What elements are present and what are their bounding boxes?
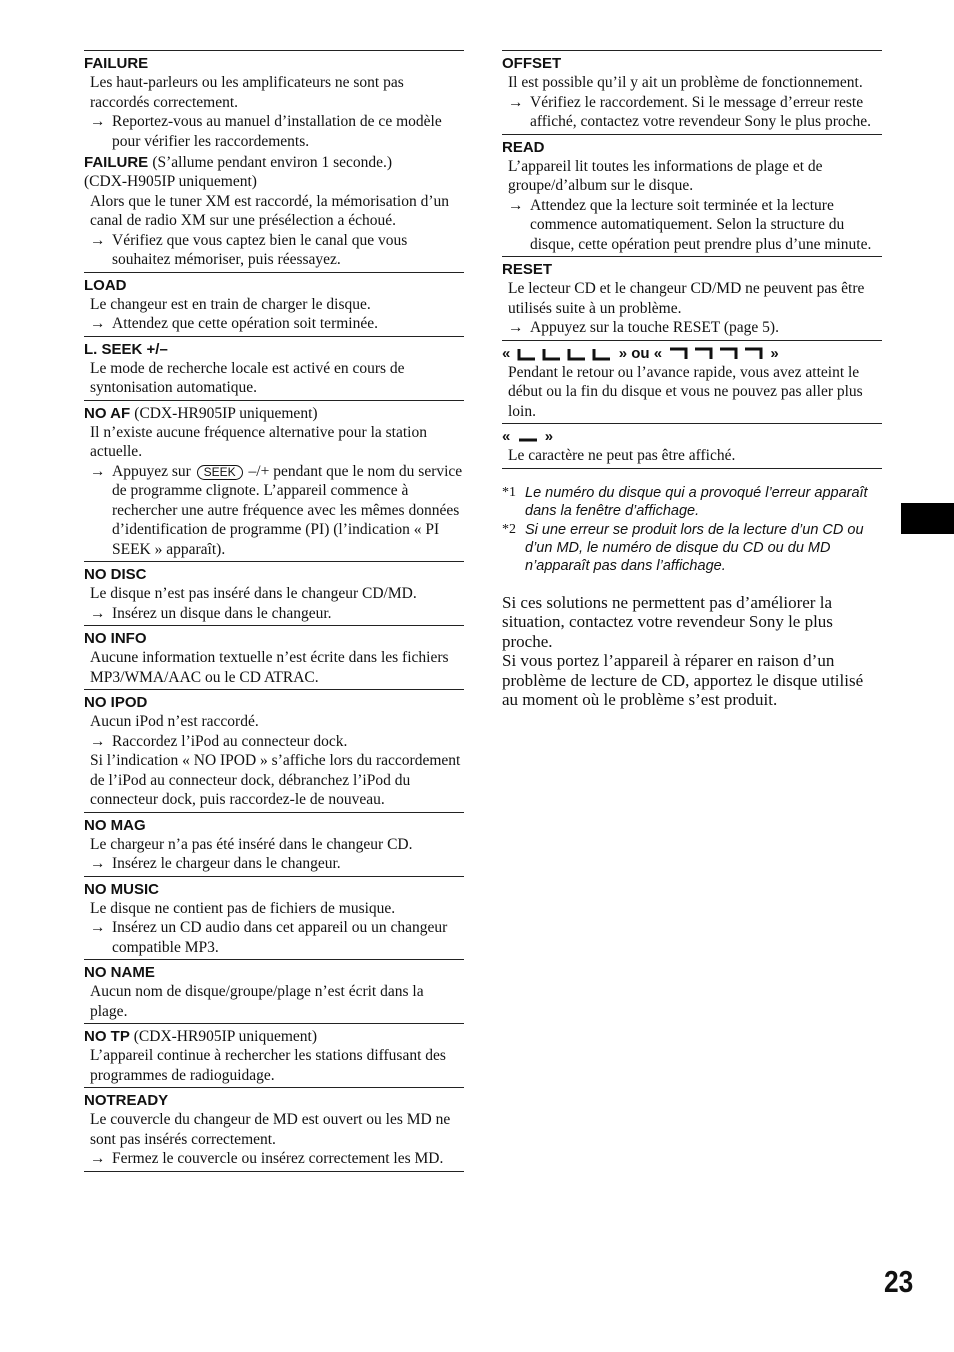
message-entry xyxy=(84,625,464,689)
message-cause: Les haut-parleurs ou les amplificateurs ne sont pas raccordés correctement. xyxy=(90,74,404,111)
message-remedy xyxy=(502,196,882,255)
message-cause: Pendant le retour ou l’avance rapide, vous avez atteint le début ou la fin du disque et vous ne pouvez pas aller plus loin. xyxy=(508,363,863,420)
message-remedy xyxy=(84,854,464,874)
separator-text: » ou « xyxy=(618,344,663,362)
message-heading xyxy=(84,880,464,899)
quote-open: « xyxy=(502,428,511,445)
message-cause: Aucun iPod n’est raccordé. xyxy=(90,713,259,730)
quote-close: » xyxy=(770,344,779,362)
message-note: (S’allume pendant environ 1 seconde.) xyxy=(152,154,393,171)
message-remedy xyxy=(84,604,464,624)
message-note: (CDX-HR905IP uniquement) xyxy=(134,404,318,422)
message-cause: L’appareil lit toutes les informations de plage et de groupe/d’album sur le disque. xyxy=(508,157,823,194)
right-column xyxy=(502,50,882,710)
message-cause: Le couvercle du changeur de MD est ouvert ou les MD ne sont pas insérés correctement. xyxy=(90,1111,451,1148)
message-entry xyxy=(84,689,464,812)
message-remedy xyxy=(84,231,464,270)
message-entry xyxy=(84,400,464,562)
message-code: RESET xyxy=(502,261,553,278)
arrow-icon: → xyxy=(90,1150,106,1167)
right-entries xyxy=(502,50,882,469)
message-cause: L’appareil continue à rechercher les stations diffusant des programmes de radioguidage. xyxy=(90,1047,446,1084)
message-code: LOAD xyxy=(84,276,127,294)
remedy-text: Attendez que la lecture soit terminée et la lecture commence automatiquement. Selon la structure du disque, cette opération peut prendre plus d’une minute. xyxy=(530,196,872,253)
message-code: NO MAG xyxy=(84,816,146,834)
message-code: FAILURE xyxy=(84,55,149,72)
message-heading xyxy=(84,276,464,295)
message-heading xyxy=(84,693,464,712)
message-remedy xyxy=(84,1149,464,1169)
arrow-icon: → xyxy=(508,196,524,214)
message-entry xyxy=(502,256,882,340)
message-heading xyxy=(502,427,882,446)
message-entry xyxy=(84,959,464,1023)
message-cause: Il est possible qu’il y ait un problème de fonctionnement. xyxy=(508,74,863,91)
left-column xyxy=(84,50,464,1172)
footnote-text: Si une erreur se produit lors de la lecture d’un CD ou d’un MD, le numéro de disque du CD ou du MD n’apparaît pas dans l’affichage. xyxy=(525,521,864,574)
quote-open: « xyxy=(502,344,511,362)
page-number: 23 xyxy=(884,1264,914,1299)
closing-paragraph: Si ces solutions ne permettent pas d’améliorer la situation, contactez votre revendeur Sony le plus proche. xyxy=(502,592,833,651)
remedy-text: Reportez-vous au manuel d’installation de ce modèle pour vérifier les raccordements. xyxy=(112,113,442,150)
message-heading xyxy=(84,816,464,835)
message-heading xyxy=(502,138,882,157)
message-entry xyxy=(502,340,882,424)
message-note: (CDX-H905IP uniquement) xyxy=(84,173,257,190)
footnote-mark: *2 xyxy=(502,521,516,537)
message-cause: Le disque ne contient pas de fichiers de musique. xyxy=(90,899,396,917)
message-entry xyxy=(502,423,882,469)
message-entry xyxy=(84,812,464,876)
footnote xyxy=(502,484,882,520)
message-heading xyxy=(502,344,882,363)
message-entry xyxy=(502,134,882,257)
remedy-text: Attendez que cette opération soit terminée. xyxy=(112,315,378,332)
message-remedy xyxy=(84,314,464,334)
message-code: NO IPOD xyxy=(84,694,148,711)
footnote xyxy=(502,521,882,575)
message-cause: Alors que le tuner XM est raccordé, la mémorisation d’un canal de radio XM sur une présélection a échoué. xyxy=(90,192,449,229)
arrow-icon: → xyxy=(90,604,106,622)
message-heading xyxy=(84,565,464,584)
quote-close: » xyxy=(544,428,554,445)
segment-dash-icon xyxy=(515,430,541,444)
message-entry xyxy=(84,153,464,272)
remedy-text: Fermez le couvercle ou insérez correctement les MD. xyxy=(112,1150,444,1167)
message-remedy xyxy=(84,732,464,752)
message-entry xyxy=(84,272,464,336)
message-entry xyxy=(84,50,464,153)
message-entry xyxy=(84,1023,464,1087)
message-cause: Aucun nom de disque/groupe/plage n’est écrit dans la plage. xyxy=(90,983,424,1020)
message-remedy xyxy=(502,318,882,338)
message-remedy xyxy=(84,462,464,560)
remedy-text: Appuyez sur xyxy=(112,462,191,480)
message-remedy xyxy=(84,112,464,151)
message-heading xyxy=(84,1091,464,1110)
message-cause: Le disque n’est pas inséré dans le changeur CD/MD. xyxy=(90,585,417,602)
message-cause: Il n’existe aucune fréquence alternative pour la station actuelle. xyxy=(90,423,427,460)
footnote-mark: *1 xyxy=(502,484,516,500)
message-entry xyxy=(84,561,464,625)
arrow-icon: → xyxy=(90,113,106,130)
message-code: NO AF xyxy=(84,404,131,422)
arrow-icon: → xyxy=(508,319,524,336)
remedy-text: Insérez un disque dans le changeur. xyxy=(112,604,332,622)
footnote-text: Le numéro du disque qui a provoqué l’erreur apparaît dans la fenêtre d’affichage. xyxy=(525,484,868,519)
message-entry xyxy=(84,336,464,400)
message-entry xyxy=(84,876,464,960)
message-code: READ xyxy=(502,138,545,156)
message-heading xyxy=(84,340,464,359)
segment-bottom-corners-icon xyxy=(515,347,615,361)
closing-text xyxy=(502,593,882,710)
message-code: FAILURE xyxy=(84,154,149,171)
message-remedy xyxy=(84,918,464,957)
message-code: NO INFO xyxy=(84,630,147,647)
message-heading xyxy=(84,629,464,648)
message-heading xyxy=(502,54,882,73)
remedy-text: Vérifiez que vous captez bien le canal que vous souhaitez mémoriser, puis réessayez. xyxy=(112,231,408,268)
message-code: OFFSET xyxy=(502,55,562,72)
remedy-text: Insérez un CD audio dans cet appareil ou un changeur compatible MP3. xyxy=(112,919,448,956)
remedy-text: Insérez le chargeur dans le changeur. xyxy=(112,855,341,872)
message-heading xyxy=(84,963,464,982)
message-cause: Le caractère ne peut pas être affiché. xyxy=(508,447,736,464)
arrow-icon: → xyxy=(508,93,524,111)
message-code: NO DISC xyxy=(84,566,147,583)
message-code: NO MUSIC xyxy=(84,880,159,898)
arrow-icon: → xyxy=(90,315,106,332)
seek-button-label: SEEK xyxy=(197,465,243,480)
message-remedy xyxy=(502,93,882,132)
section-tab-marker xyxy=(901,503,954,534)
message-entry xyxy=(84,1087,464,1172)
message-heading xyxy=(84,1027,464,1046)
arrow-icon: → xyxy=(90,855,106,872)
footnotes xyxy=(502,484,882,575)
arrow-icon: → xyxy=(90,462,106,480)
message-cause: Si l’indication « NO IPOD » s’affiche lors du raccordement de l’iPod au connecteur dock, débranchez l’iPod du connecteur dock, puis raccordez-le de nouveau. xyxy=(90,752,461,808)
message-heading xyxy=(502,260,882,279)
remedy-text: Appuyez sur la touche RESET (page 5). xyxy=(530,319,779,336)
message-code: L. SEEK +/– xyxy=(84,340,168,358)
closing-paragraph: Si vous portez l’appareil à réparer en raison d’un problème de lecture de CD, apportez le disque utilisé au moment où le problème s’est produit. xyxy=(502,651,864,709)
message-cause: Aucune information textuelle n’est écrite dans les fichiers MP3/WMA/AAC ou le CD ATRAC. xyxy=(90,649,449,686)
message-code: NOTREADY xyxy=(84,1092,169,1109)
message-cause: Le chargeur n’a pas été inséré dans le changeur CD. xyxy=(90,835,413,853)
remedy-text: Raccordez l’iPod au connecteur dock. xyxy=(112,732,348,750)
message-code: NO TP xyxy=(84,1028,130,1045)
message-entry xyxy=(502,50,882,134)
arrow-icon: → xyxy=(90,732,106,750)
message-heading xyxy=(84,54,464,73)
message-heading xyxy=(84,404,464,423)
segment-top-corners-icon xyxy=(666,347,766,361)
message-note: (CDX-HR905IP uniquement) xyxy=(133,1028,318,1045)
message-cause: Le mode de recherche locale est activé en cours de syntonisation automatique. xyxy=(90,359,405,396)
message-cause: Le lecteur CD et le changeur CD/MD ne peuvent pas être utilisés suite à un problème. xyxy=(508,280,865,317)
arrow-icon: → xyxy=(90,919,106,936)
message-heading xyxy=(84,153,464,172)
remedy-text: Vérifiez le raccordement. Si le message d’erreur reste affiché, contactez votre revendeur Sony le plus proche. xyxy=(530,93,871,130)
arrow-icon: → xyxy=(90,231,106,249)
message-code: NO NAME xyxy=(84,964,155,981)
message-cause: Le changeur est en train de charger le disque. xyxy=(90,295,371,313)
remedy-text: –/+ pendant que le nom du service de programme clignote. L’appareil commence à rechercher une autre fréquence avec les mêmes données d’identification de programme (PI) (l’indication « PI SEEK » apparaît). xyxy=(112,462,463,558)
